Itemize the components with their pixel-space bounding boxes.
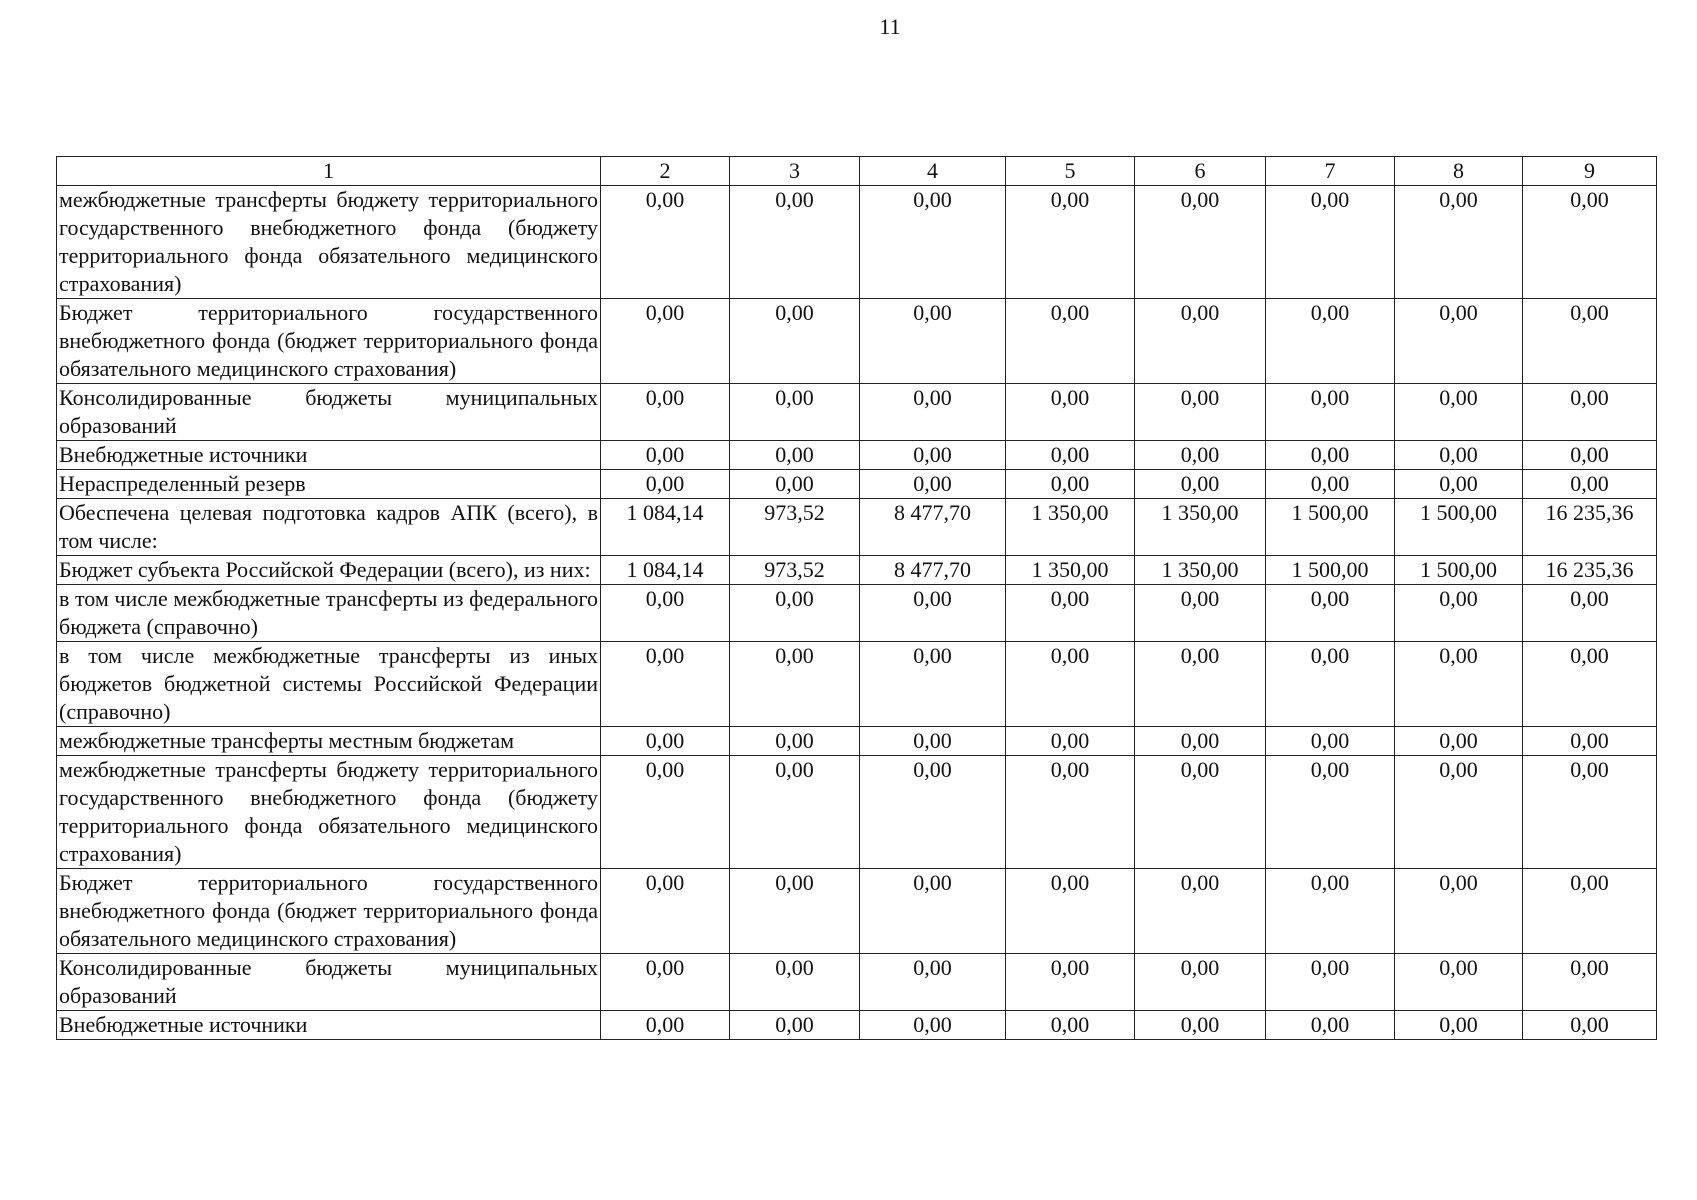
value-cell: 16 235,36 [1523, 556, 1657, 585]
value-cell: 0,00 [601, 299, 730, 384]
value-cell: 0,00 [860, 384, 1006, 441]
value-cell: 0,00 [1523, 585, 1657, 642]
value-cell: 0,00 [1006, 642, 1135, 727]
table-row [57, 556, 1657, 585]
value-cell: 0,00 [730, 441, 860, 470]
value-cell: 0,00 [860, 1011, 1006, 1040]
value-cell: 1 500,00 [1266, 499, 1395, 556]
value-cell: 0,00 [601, 186, 730, 299]
value-cell: 0,00 [1135, 186, 1266, 299]
row-label: межбюджетные трансферты бюджету территориального государственного внебюджетного фонда (бюджету территориального фонда обязательного медицинского страхования) [57, 756, 601, 869]
value-cell: 0,00 [1135, 954, 1266, 1011]
row-label: Внебюджетные источники [57, 441, 601, 470]
value-cell: 973,52 [730, 499, 860, 556]
value-cell: 0,00 [1523, 642, 1657, 727]
value-cell: 973,52 [730, 556, 860, 585]
value-cell: 1 350,00 [1006, 499, 1135, 556]
column-header: 8 [1395, 157, 1523, 186]
value-cell: 1 500,00 [1266, 556, 1395, 585]
value-cell: 0,00 [1395, 869, 1523, 954]
value-cell: 8 477,70 [860, 556, 1006, 585]
value-cell: 0,00 [1006, 441, 1135, 470]
value-cell: 0,00 [730, 954, 860, 1011]
value-cell: 0,00 [860, 441, 1006, 470]
value-cell: 0,00 [1266, 1011, 1395, 1040]
table-row [57, 585, 1657, 642]
row-label: межбюджетные трансферты бюджету территориального государственного внебюджетного фонда (бюджету территориального фонда обязательного медицинского страхования) [57, 186, 601, 299]
value-cell: 0,00 [601, 727, 730, 756]
value-cell: 1 084,14 [601, 499, 730, 556]
value-cell: 0,00 [1006, 954, 1135, 1011]
value-cell: 0,00 [1135, 756, 1266, 869]
value-cell: 0,00 [730, 384, 860, 441]
table-row [57, 642, 1657, 727]
value-cell: 0,00 [1523, 384, 1657, 441]
value-cell: 0,00 [601, 470, 730, 499]
column-header: 7 [1266, 157, 1395, 186]
value-cell: 8 477,70 [860, 499, 1006, 556]
value-cell: 0,00 [1006, 869, 1135, 954]
column-header: 1 [57, 157, 601, 186]
value-cell: 0,00 [1395, 299, 1523, 384]
value-cell: 0,00 [1395, 470, 1523, 499]
value-cell: 0,00 [1135, 441, 1266, 470]
value-cell: 0,00 [730, 299, 860, 384]
table-row [57, 869, 1657, 954]
value-cell: 0,00 [1135, 299, 1266, 384]
value-cell: 0,00 [1006, 299, 1135, 384]
value-cell: 0,00 [860, 299, 1006, 384]
value-cell: 0,00 [860, 470, 1006, 499]
column-header: 5 [1006, 157, 1135, 186]
value-cell: 0,00 [1135, 470, 1266, 499]
value-cell: 0,00 [601, 384, 730, 441]
value-cell: 0,00 [1266, 441, 1395, 470]
row-label: Бюджет территориального государственного внебюджетного фонда (бюджет территориального фонда обязательного медицинского страхования) [57, 299, 601, 384]
column-header: 4 [860, 157, 1006, 186]
value-cell: 0,00 [730, 1011, 860, 1040]
value-cell: 0,00 [730, 585, 860, 642]
value-cell: 0,00 [1395, 954, 1523, 1011]
row-label: Бюджет территориального государственного внебюджетного фонда (бюджет территориального фонда обязательного медицинского страхования) [57, 869, 601, 954]
value-cell: 0,00 [860, 585, 1006, 642]
value-cell: 0,00 [730, 186, 860, 299]
value-cell: 0,00 [1395, 585, 1523, 642]
value-cell: 0,00 [860, 954, 1006, 1011]
row-label: Нераспределенный резерв [57, 470, 601, 499]
value-cell: 0,00 [1523, 470, 1657, 499]
value-cell: 0,00 [1006, 1011, 1135, 1040]
value-cell: 0,00 [1395, 642, 1523, 727]
value-cell: 0,00 [1006, 756, 1135, 869]
value-cell: 0,00 [1135, 727, 1266, 756]
value-cell: 0,00 [860, 642, 1006, 727]
column-header: 3 [730, 157, 860, 186]
value-cell: 0,00 [601, 441, 730, 470]
value-cell: 1 350,00 [1135, 556, 1266, 585]
table-row [57, 470, 1657, 499]
value-cell: 0,00 [1135, 642, 1266, 727]
value-cell: 0,00 [1266, 642, 1395, 727]
table-row [57, 186, 1657, 299]
value-cell: 0,00 [730, 642, 860, 727]
value-cell: 0,00 [1006, 470, 1135, 499]
row-label: в том числе межбюджетные трансферты из федерального бюджета (справочно) [57, 585, 601, 642]
value-cell: 0,00 [730, 869, 860, 954]
value-cell: 0,00 [1523, 186, 1657, 299]
value-cell: 0,00 [860, 186, 1006, 299]
value-cell: 0,00 [1395, 727, 1523, 756]
table-row [57, 1011, 1657, 1040]
value-cell: 0,00 [730, 470, 860, 499]
row-label: Бюджет субъекта Российской Федерации (всего), из них: [57, 556, 601, 585]
value-cell: 0,00 [1135, 869, 1266, 954]
value-cell: 0,00 [1266, 727, 1395, 756]
value-cell: 16 235,36 [1523, 499, 1657, 556]
value-cell: 0,00 [730, 727, 860, 756]
value-cell: 1 084,14 [601, 556, 730, 585]
value-cell: 0,00 [1395, 441, 1523, 470]
column-header: 6 [1135, 157, 1266, 186]
table-row [57, 756, 1657, 869]
table-row [57, 727, 1657, 756]
value-cell: 0,00 [1266, 186, 1395, 299]
value-cell: 0,00 [601, 756, 730, 869]
value-cell: 0,00 [1266, 299, 1395, 384]
value-cell: 0,00 [1006, 585, 1135, 642]
value-cell: 0,00 [1266, 869, 1395, 954]
row-label: Консолидированные бюджеты муниципальных образований [57, 384, 601, 441]
value-cell: 0,00 [1006, 384, 1135, 441]
table-row [57, 441, 1657, 470]
page-number: 11 [879, 14, 901, 39]
row-label: Консолидированные бюджеты муниципальных образований [57, 954, 601, 1011]
table-row [57, 299, 1657, 384]
value-cell: 0,00 [1523, 299, 1657, 384]
value-cell: 0,00 [601, 642, 730, 727]
value-cell: 1 350,00 [1135, 499, 1266, 556]
value-cell: 0,00 [1135, 384, 1266, 441]
value-cell: 0,00 [1523, 756, 1657, 869]
table-row [57, 954, 1657, 1011]
value-cell: 0,00 [1006, 186, 1135, 299]
row-label: Обеспечена целевая подготовка кадров АПК (всего), в том числе: [57, 499, 601, 556]
value-cell: 0,00 [1395, 1011, 1523, 1040]
value-cell: 0,00 [730, 756, 860, 869]
value-cell: 0,00 [1266, 470, 1395, 499]
column-number-row [57, 157, 1657, 186]
value-cell: 0,00 [1523, 869, 1657, 954]
value-cell: 0,00 [1395, 186, 1523, 299]
value-cell: 0,00 [601, 1011, 730, 1040]
value-cell: 0,00 [860, 869, 1006, 954]
value-cell: 0,00 [1523, 954, 1657, 1011]
value-cell: 0,00 [1135, 585, 1266, 642]
value-cell: 0,00 [1523, 727, 1657, 756]
value-cell: 0,00 [1395, 756, 1523, 869]
column-header: 2 [601, 157, 730, 186]
financing-table [56, 156, 1657, 1040]
value-cell: 0,00 [1266, 756, 1395, 869]
value-cell: 0,00 [601, 954, 730, 1011]
table-row [57, 499, 1657, 556]
value-cell: 0,00 [1266, 585, 1395, 642]
value-cell: 0,00 [601, 585, 730, 642]
column-header: 9 [1523, 157, 1657, 186]
value-cell: 0,00 [1523, 1011, 1657, 1040]
value-cell: 1 500,00 [1395, 499, 1523, 556]
value-cell: 0,00 [1006, 727, 1135, 756]
value-cell: 0,00 [1266, 954, 1395, 1011]
row-label: межбюджетные трансферты местным бюджетам [57, 727, 601, 756]
value-cell: 0,00 [1135, 1011, 1266, 1040]
row-label: в том числе межбюджетные трансферты из иных бюджетов бюджетной системы Российской Федерации (справочно) [57, 642, 601, 727]
value-cell: 0,00 [860, 727, 1006, 756]
value-cell: 0,00 [1266, 384, 1395, 441]
table-row [57, 384, 1657, 441]
value-cell: 0,00 [1395, 384, 1523, 441]
value-cell: 0,00 [1523, 441, 1657, 470]
value-cell: 0,00 [601, 869, 730, 954]
value-cell: 1 500,00 [1395, 556, 1523, 585]
row-label: Внебюджетные источники [57, 1011, 601, 1040]
value-cell: 0,00 [860, 756, 1006, 869]
value-cell: 1 350,00 [1006, 556, 1135, 585]
